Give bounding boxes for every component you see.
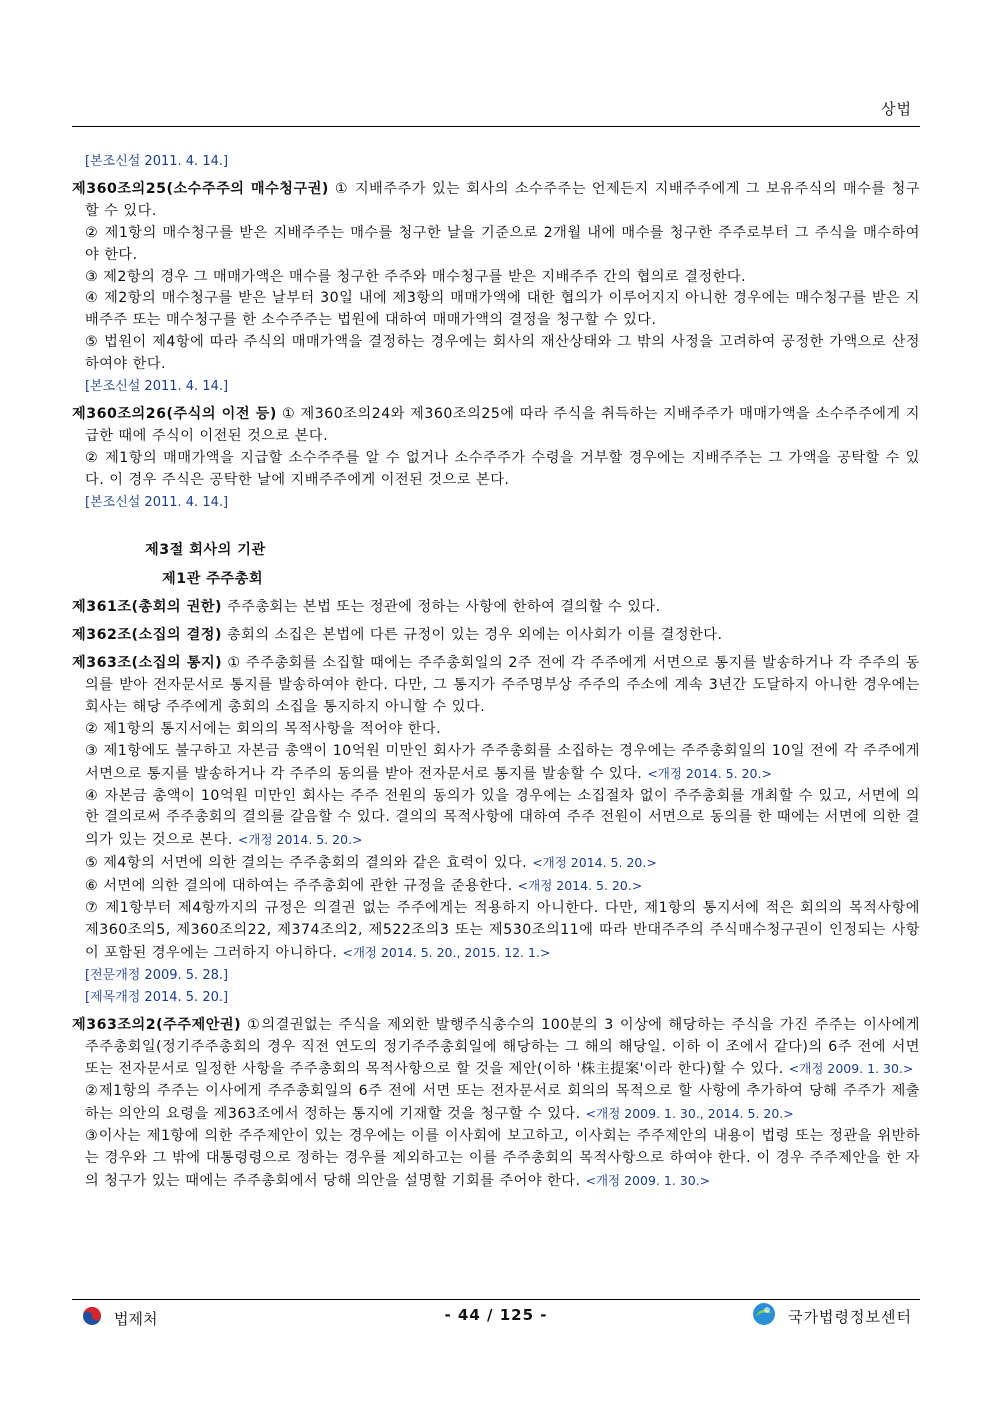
article-title: 제363조의2(주주제안권): [72, 1016, 242, 1033]
paragraph-text: ⑦ 제1항부터 제4항까지의 규정은 의결권 없는 주주에게는 적용하지 아니한다. 다만, 제1항의 통지서에 적은 회의의 목적사항에 제360조의5, 제360조의22, 제374조의2, 제522조의3 또는 제530조의11에 따라 반대주주의 주식매수청구권이 인정되는 사항이 포함된 경우에는 그러하지 아니하다.: [85, 900, 920, 961]
revision-note: [본조신설 2011. 4. 14.]: [85, 494, 229, 510]
subsection-heading: 제1관 주주총회: [162, 571, 264, 588]
paragraph-text: ①의결권없는 주식을 제외한 발행주식총수의 100분의 3 이상에 해당하는 주식을 가진 주주는 이사에게 주주총회일(정기주주총회의 경우 직전 연도의 정기주주총회일에 해당하는 그 해의 해당일. 이하 이 조에서 같다)의 6주 전에 서면 또는 전자문서로 일정한 사항을 주주총회의 목적사항으로 할 것을 제안(이하 '株主提案'이라 한다)할 수 있다.: [85, 1016, 920, 1078]
revision-note: [전문개정 2009. 5. 28.]: [85, 967, 229, 983]
paragraph-text: ⑥ 서면에 의한 결의에 대하여는 주주총회에 관한 규정을 준용한다.: [85, 878, 518, 895]
amendment-note: <개정 2014. 5. 20.>: [532, 855, 657, 871]
paragraph: ① 제360조의24와 제360조의25에 따라 주식을 취득하는 지배주주가 매매가액을 소수주주에게 지급한 때에 주식이 이전된 것으로 본다.: [85, 405, 920, 444]
section-heading: 제3절 회사의 기관: [145, 541, 266, 558]
article-title: 제363조(소집의 통지): [72, 655, 223, 672]
paragraph-text: ③ 제1항에도 불구하고 자본금 총액이 10억원 미만인 회사가 주주총회를 소집하는 경우에는 주주총회일의 10일 전에 각 주주에게 서면으로 통지를 발송하거나 각 주주의 동의를 받아 전자문서로 통지를 발송할 수 있다.: [85, 742, 920, 782]
article-title: 제362조(소집의 결정): [72, 627, 222, 644]
paragraph: [72, 875, 920, 898]
footer-divider: [72, 1299, 920, 1300]
document-body: [72, 151, 920, 1193]
paragraph: [72, 1081, 920, 1126]
footer-right: [752, 1302, 912, 1330]
paragraph-text: ④ 자본금 총액이 10억원 미만인 회사는 주주 전원의 동의가 있을 경우에는 소집절차 없이 주주총회를 개최할 수 있고, 서면에 의한 결의로써 주주총회의 결의를 갈음할 수 있다. 결의의 목적사항에 대하여 주주 전원이 서면으로 동의를 한 때에는 서면에 의한 결의가 있는 것으로 본다.: [85, 787, 920, 849]
revision-note: [본조신설 2011. 4. 14.]: [85, 154, 229, 169]
paragraph-text: ⑤ 제4항의 서면에 의한 결의는 주주총회의 결의와 같은 효력이 있다.: [85, 855, 533, 872]
paragraph-text: ②제1항의 주주는 이사에게 주주총회일의 6주 전에 서면 또는 전자문서로 회의의 목적으로 할 사항에 추가하여 당해 주주가 제출하는 의안의 요령을 제363조에서 정하는 통지에 기재할 것을 청구할 수 있다.: [85, 1083, 920, 1123]
paragraph: [72, 1126, 920, 1193]
amendment-note: <개정 2009. 1. 30.>: [788, 1061, 914, 1077]
article-360-25: [72, 179, 920, 398]
amendment-note: <개정 2014. 5. 20.>: [647, 765, 772, 781]
header-divider: [72, 126, 920, 127]
paragraph: ② 제1항의 매수청구를 받은 지배주주는 매수를 청구한 날을 기준으로 2개월 내에 매수를 청구한 주주로부터 그 주식을 매수하여야 한다.: [85, 224, 920, 263]
paragraph: ③ 제2항의 경우 그 매매가액은 매수를 청구한 주주와 매수청구를 받은 지배주주 간의 협의로 결정한다.: [85, 268, 747, 285]
article-title: 제361조(총회의 권한): [72, 599, 222, 616]
footer-center-name: 국가법령정보센터: [788, 1307, 912, 1326]
paragraph: [72, 898, 920, 965]
amendment-note: <개정 2009. 1. 30.>: [585, 1172, 711, 1188]
paragraph: ② 제1항의 통지서에는 회의의 목적사항을 적어야 한다.: [85, 720, 442, 737]
page-number: - 44 / 125 -: [444, 1306, 548, 1324]
paragraph: ① 주주총회를 소집할 때에는 주주총회일의 2주 전에 각 주주에게 서면으로 통지를 발송하거나 각 주주의 동의를 받아 전자문서로 통지를 발송하여야 한다. 다만, 그 통지가 주주명부상 주주의 주소에 계속 3년간 도달하지 아니한 경우에는 회사는 해당 주주에게 총회의 소집을 통지하지 아니할 수 있다.: [85, 655, 920, 715]
paragraph: 주주총회는 본법 또는 정관에 정하는 사항에 한하여 결의할 수 있다.: [221, 599, 661, 616]
paragraph: 총회의 소집은 본법에 다른 규정이 있는 경우 외에는 이사회가 이를 결정한다.: [221, 627, 723, 644]
amendment-note: <개정 2014. 5. 20.>: [517, 878, 643, 894]
paragraph: ⑤ 법원이 제4항에 따라 주식의 매매가액을 결정하는 경우에는 회사의 재산상태와 그 밖의 사정을 고려하여 공정한 가액으로 산정하여야 한다.: [85, 334, 920, 373]
paragraph: [72, 786, 920, 853]
revision-note: [제목개정 2014. 5. 20.]: [85, 989, 229, 1005]
amendment-note: <개정 2014. 5. 20.>: [237, 832, 363, 848]
paragraph-text: ③이사는 제1항에 의한 주주제안이 있는 경우에는 이를 이사회에 보고하고, 이사회는 주주제안의 내용이 법령 또는 정관을 위반하는 경우와 그 밖에 대통령령으로 정하는 경우를 제외하고는 이를 주주총회의 목적사항으로 하여야 한다. 이 경우 주주제안을 한 자의 청구가 있는 때에는 주주총회에서 당해 의안을 설명할 기회를 주어야 한다.: [85, 1128, 920, 1189]
article-361: [72, 597, 920, 619]
paragraph: [72, 852, 920, 875]
document-header-title: 상법: [881, 100, 912, 118]
paragraph: [72, 741, 920, 786]
article-363-2: [72, 1015, 920, 1193]
footer-org-name: 법제처: [114, 1309, 158, 1328]
article-363: [72, 653, 920, 1009]
article-362: [72, 625, 920, 647]
paragraph: ② 제1항의 매매가액을 지급할 소수주주를 알 수 없거나 소수주주가 수령을 거부할 경우에는 지배주주는 그 가액을 공탁할 수 있다. 이 경우 주식은 공탁한 날에 지배주주에게 이전된 것으로 본다.: [85, 449, 921, 488]
paragraph: ① 지배주주가 있는 회사의 소수주주는 언제든지 지배주주에게 그 보유주식의 매수를 청구할 수 있다.: [85, 180, 920, 219]
amendment-note: <개정 2014. 5. 20., 2015. 12. 1.>: [342, 944, 551, 960]
article-360-26: [72, 404, 920, 514]
article-title: 제360조의26(주식의 이전 등): [72, 405, 277, 422]
paragraph: ④ 제2항의 매수청구를 받은 날부터 30일 내에 제3항의 매매가액에 대한 협의가 이루어지지 아니한 경우에는 매수청구를 받은 지배주주 또는 매수청구를 한 소수주주는 법원에 대하여 매매가액의 결정을 청구할 수 있다.: [85, 290, 920, 329]
article-title: 제360조의25(소수주주의 매수청구권): [72, 180, 329, 197]
law-center-logo-icon: [752, 1302, 776, 1330]
amendment-note: <개정 2009. 1. 30., 2014. 5. 20.>: [585, 1106, 794, 1122]
revision-note: [본조신설 2011. 4. 14.]: [85, 379, 229, 395]
